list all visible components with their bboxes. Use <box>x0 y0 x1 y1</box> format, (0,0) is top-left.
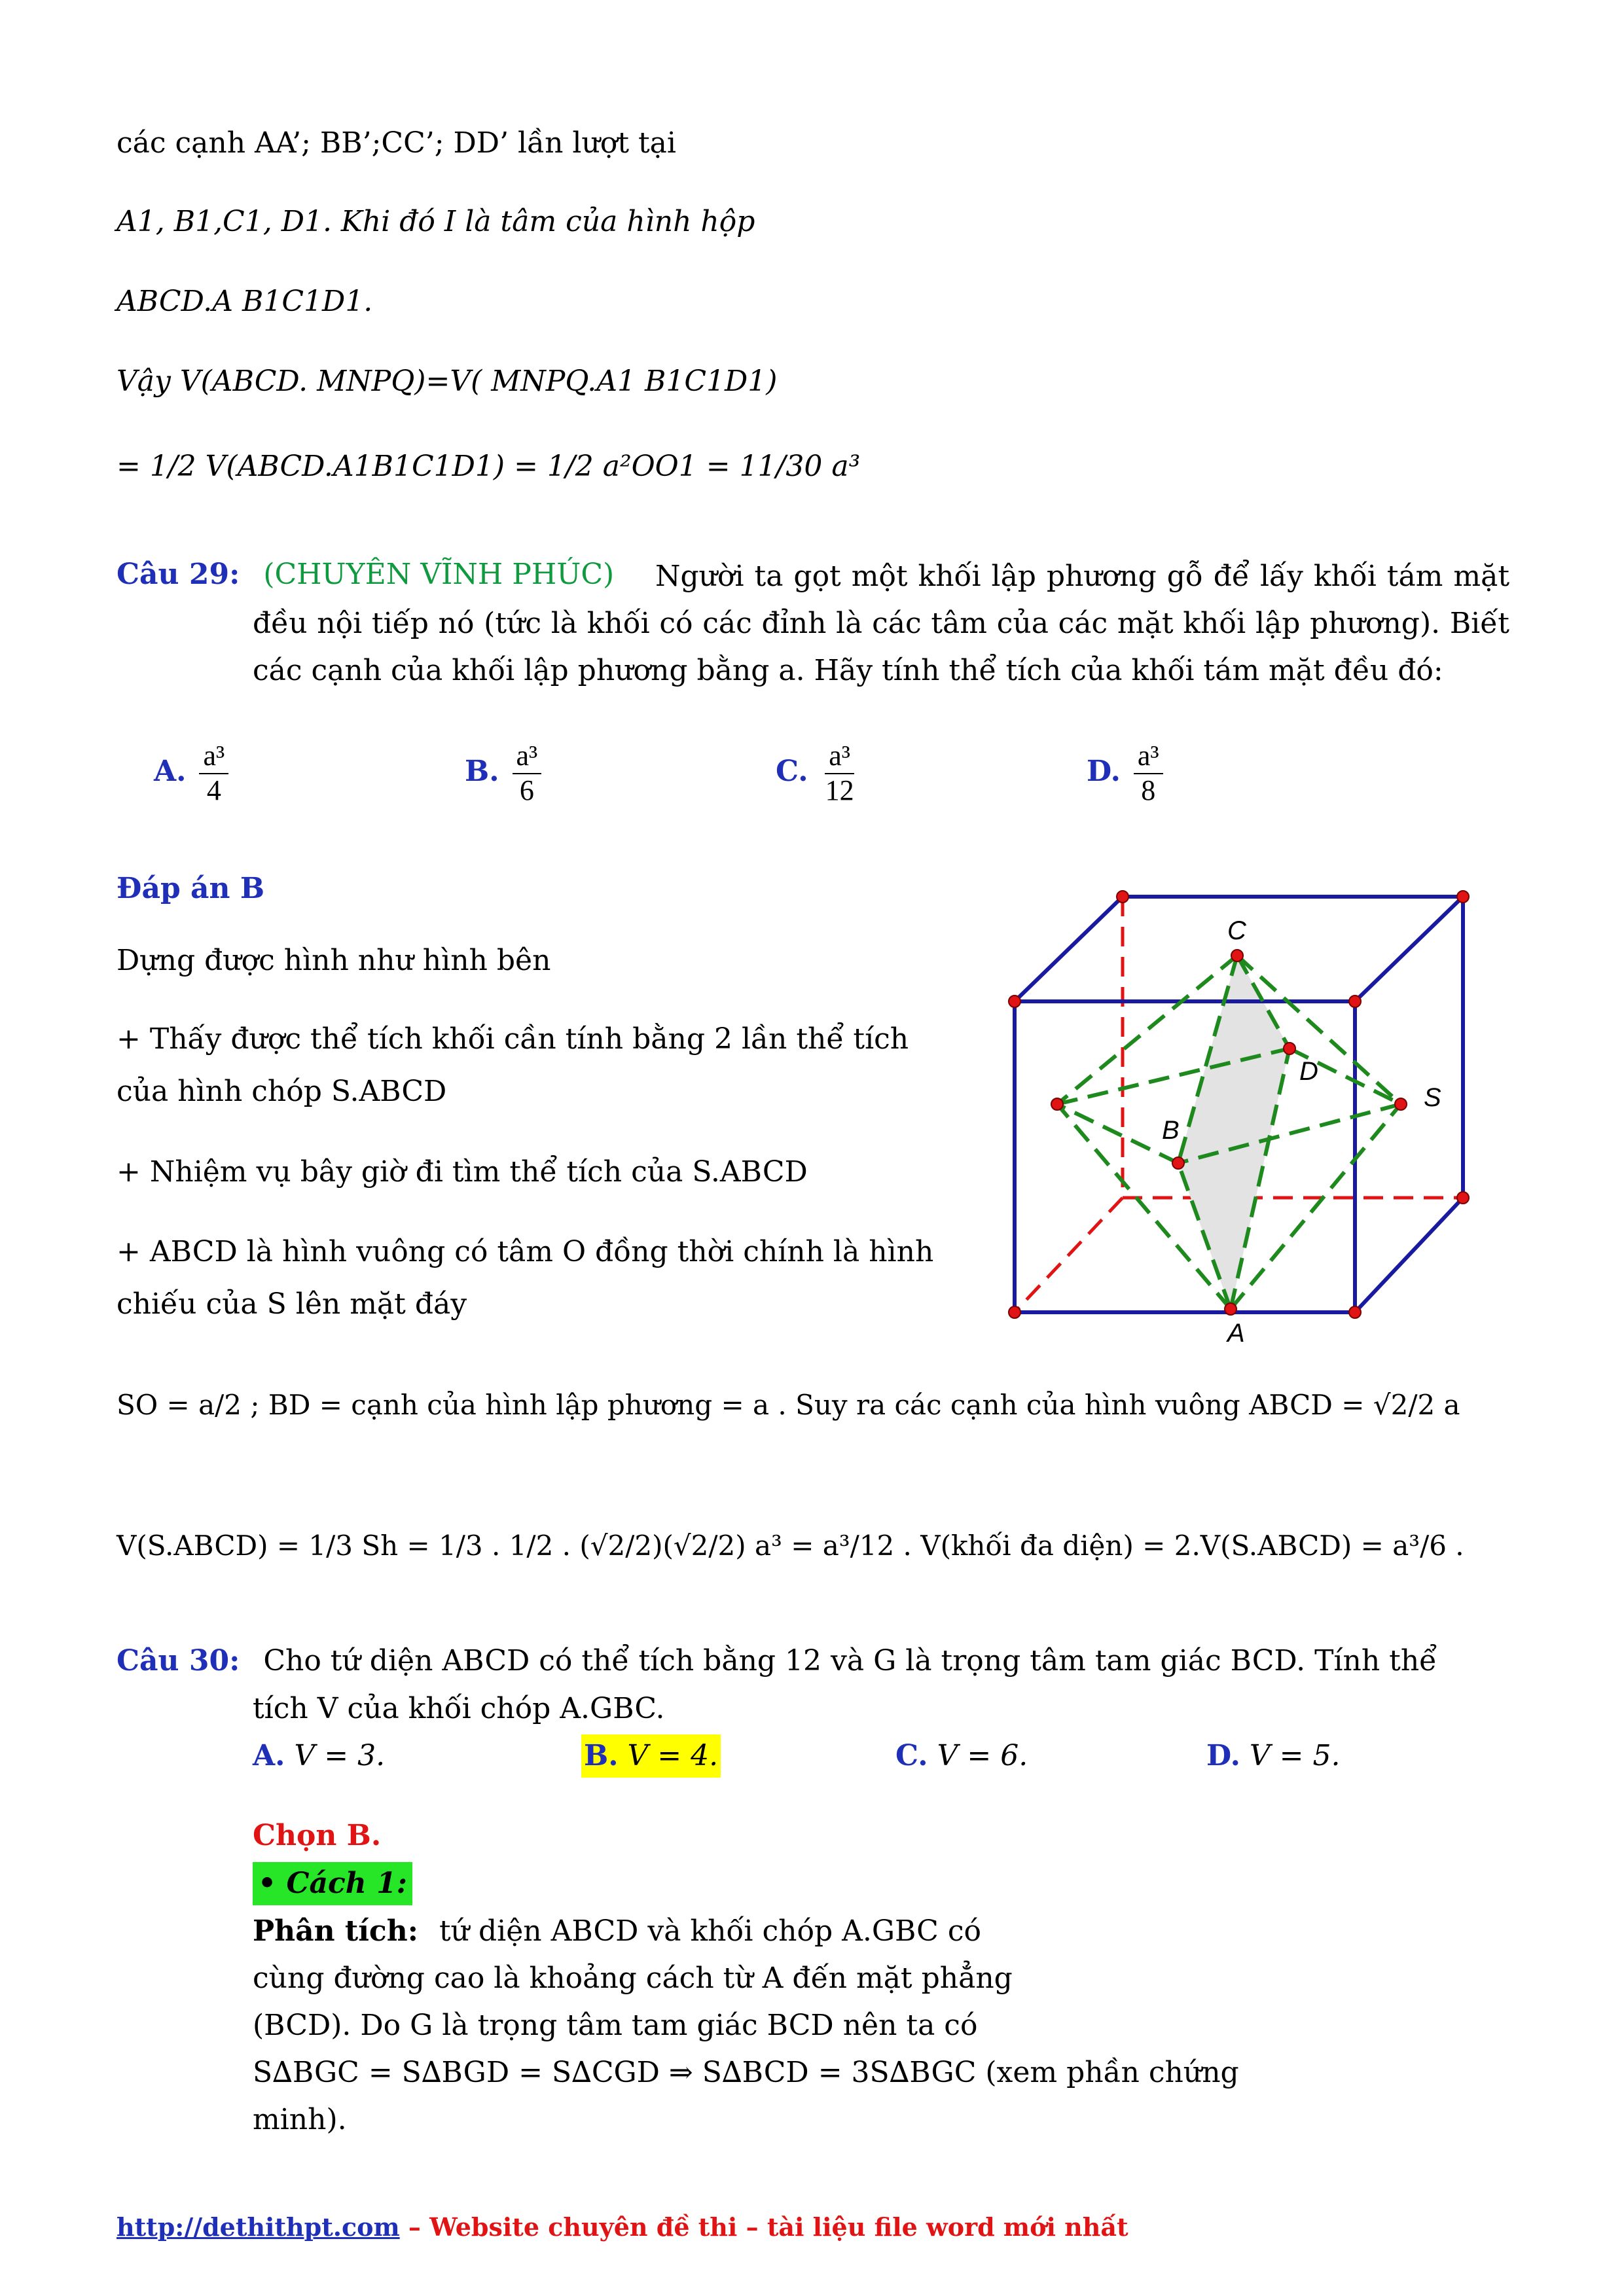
q30-choose: Chọn B. <box>253 1819 382 1852</box>
q30-option-a[interactable] <box>253 1734 385 1778</box>
intro-formula-text: = 1/2 V(ABCD.A1B1C1D1) = 1/2 a²OO1 = 11/30 a³ <box>117 450 861 483</box>
cube-edge-top-left <box>1015 897 1123 1001</box>
label-a: A <box>1227 1319 1245 1348</box>
q30-option-d-value: V = 5. <box>1249 1739 1341 1772</box>
q29-option-b-den: 6 <box>519 774 534 806</box>
q30-analysis-line-3: (BCD). Do G là trọng tâm tam giác BCD nên ta có <box>253 2009 978 2042</box>
q29-text <box>253 553 1509 694</box>
q29-text-content: Người ta gọt một khối lập phương gỗ để lấy khối tám mặt đều nội tiếp nó (tức là khối có các đỉnh là các tâm của các mặt khối lập phương). Biết các cạnh của khối lập phương bằng a. Hãy tính thể tích của khối tám mặt đều đó: <box>253 560 1509 687</box>
point-s <box>1395 1098 1407 1110</box>
q29-equation-2 <box>117 1525 1464 1566</box>
bullet-icon: • <box>258 1867 287 1900</box>
q29-option-a-key: A. <box>154 755 187 789</box>
point-a <box>1225 1303 1236 1315</box>
q30-label: Câu 30: <box>117 1644 240 1677</box>
q29-option-a-den: 4 <box>206 774 221 806</box>
q29-line-1: Dựng được hình như hình bên <box>117 944 551 977</box>
q30-option-c-value: V = 6. <box>937 1739 1028 1772</box>
q29-option-d[interactable] <box>1087 740 1167 807</box>
hidden-edge-diagonal <box>1015 1198 1123 1312</box>
q29-label-text: Câu 29: <box>117 558 240 591</box>
point-d <box>1284 1043 1295 1054</box>
q30-header <box>117 1640 1437 1683</box>
intro-line-2-text: A1, B1,C1, D1. Khi đó I là tâm của hình hộp <box>117 205 755 238</box>
cube-vertex <box>1117 891 1128 903</box>
label-c: C <box>1227 916 1246 945</box>
label-b: B <box>1162 1116 1180 1145</box>
cube-vertex <box>1457 1192 1469 1204</box>
footer <box>117 2212 1128 2242</box>
q29-equation-1 <box>117 1384 1460 1426</box>
point-left <box>1051 1098 1063 1110</box>
oct-edge <box>1057 1104 1178 1163</box>
q29-option-c[interactable] <box>776 740 862 807</box>
cube-vertex <box>1349 1306 1361 1318</box>
q30-analysis-line-1 <box>253 1910 981 1953</box>
q30-option-d[interactable] <box>1206 1734 1341 1778</box>
cube-edge-bottom-right <box>1355 1198 1463 1312</box>
q30-analysis-text-1: tứ diện ABCD và khối chóp A.GBC có <box>439 1914 981 1948</box>
q30-option-c[interactable] <box>895 1734 1028 1778</box>
q29-option-c-key: C. <box>776 755 808 789</box>
intro-line-2 <box>117 200 755 243</box>
intro-line-1-text: các cạnh AA’; BB’;CC’; DD’ lần lượt tại <box>117 126 676 160</box>
footer-link[interactable]: http://dethithpt.com <box>117 2212 400 2242</box>
q30-text-2: tích V của khối chóp A.GBC. <box>253 1692 665 1725</box>
cube-vertex <box>1009 996 1020 1007</box>
q30-option-d-key: D. <box>1206 1739 1240 1772</box>
intro-line-3-text: ABCD.A B1C1D1. <box>117 285 373 318</box>
q29-line-3: của hình chóp S.ABCD <box>117 1075 447 1108</box>
q29-option-b-key: B. <box>465 755 499 789</box>
octahedron-in-cube-figure <box>1001 870 1499 1348</box>
q30-analysis-line-5: minh). <box>253 2103 347 2136</box>
q30-text-1: Cho tứ diện ABCD có thể tích bằng 12 và G là trọng tâm tam giác BCD. Tính thể <box>263 1644 1437 1677</box>
q29-option-a[interactable] <box>154 740 232 807</box>
q30-method-text: Cách 1: <box>286 1867 407 1900</box>
q30-option-a-value: V = 3. <box>294 1739 386 1772</box>
q29-option-d-den: 8 <box>1141 774 1156 806</box>
q29-option-a-num: a³ <box>199 740 228 774</box>
q29-option-c-num: a³ <box>825 740 854 774</box>
label-d: D <box>1299 1057 1318 1086</box>
intro-line-4-text: Vậy V(ABCD. MNPQ)=V( MNPQ.A1 B1C1D1) <box>117 365 778 398</box>
q29-line-5: + ABCD là hình vuông có tâm O đồng thời chính là hình <box>117 1235 934 1268</box>
q30-method <box>253 1862 412 1905</box>
label-s: S <box>1424 1083 1441 1112</box>
q29-equation-2-text: V(S.ABCD) = 1/3 Sh = 1/3 . 1/2 . (√2/2)(√2/2) a³ = a³/12 . V(khối đa diện) = 2.V(S.ABCD) = a³/6 . <box>117 1530 1464 1562</box>
q29-line-6: chiếu của S lên mặt đáy <box>117 1287 467 1321</box>
q29-line-2: + Thấy được thể tích khối cần tính bằng 2 lần thể tích <box>117 1022 909 1056</box>
q30-analysis-label: Phân tích: <box>253 1914 418 1948</box>
q29-option-d-key: D. <box>1087 755 1121 789</box>
q30-option-b-value: V = 4. <box>627 1739 719 1772</box>
q30-option-b-key: B. <box>584 1739 619 1772</box>
q29-option-b[interactable] <box>465 740 545 807</box>
q29-line-4: + Nhiệm vụ bây giờ đi tìm thể tích của S.ABCD <box>117 1155 808 1189</box>
q30-option-c-key: C. <box>895 1739 928 1772</box>
cube-vertex <box>1349 996 1361 1007</box>
intro-line-1 <box>117 122 676 165</box>
q29-equation-1-text: SO = a/2 ; BD = cạnh của hình lập phương = a . Suy ra các cạnh của hình vuông ABCD = √2/2 a <box>117 1389 1460 1421</box>
q30-option-b[interactable] <box>581 1734 721 1778</box>
q29-answer-title: Đáp án B <box>117 872 265 905</box>
q29-source: (CHUYÊN VĨNH PHÚC) <box>263 558 615 591</box>
point-b <box>1172 1157 1184 1169</box>
point-c <box>1231 950 1243 961</box>
q30-analysis-line-2: cùng đường cao là khoảng cách từ A đến mặt phẳng <box>253 1962 1013 1995</box>
q30-option-a-key: A. <box>253 1739 285 1772</box>
q29-option-c-den: 12 <box>825 774 854 806</box>
q29-option-d-num: a³ <box>1134 740 1163 774</box>
cube-vertex <box>1009 1306 1020 1318</box>
cube-vertex <box>1457 891 1469 903</box>
footer-tagline: – Website chuyên đề thi – tài liệu file word mới nhất <box>399 2212 1128 2242</box>
intro-line-4 <box>117 360 777 403</box>
cube-edge-top-right <box>1355 897 1463 1001</box>
q29-option-b-num: a³ <box>513 740 542 774</box>
intro-line-3 <box>117 280 372 323</box>
q30-analysis-line-4: S∆BGC = S∆BGD = S∆CGD ⇒ S∆BCD = 3S∆BGC (xem phần chứng <box>253 2056 1239 2089</box>
intro-formula <box>117 445 860 488</box>
